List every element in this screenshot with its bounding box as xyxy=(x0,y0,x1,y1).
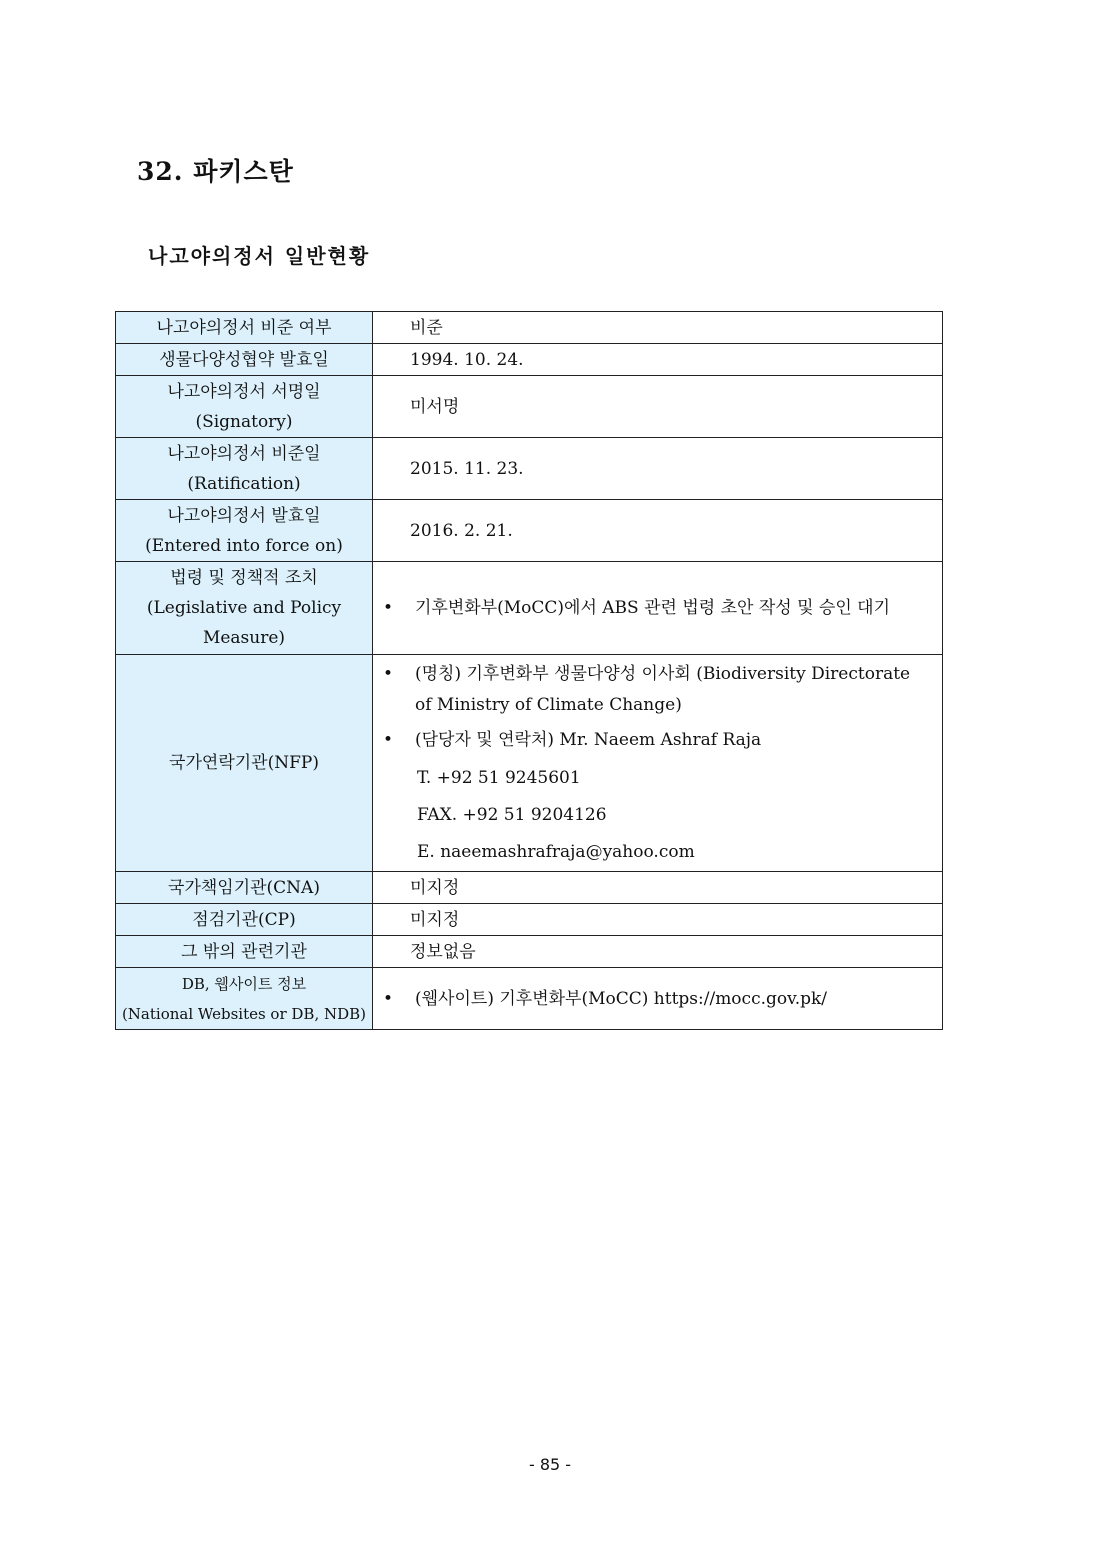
label-text-en: (Entered into force on) xyxy=(145,535,343,556)
label-text-en: (Ratification) xyxy=(187,473,301,494)
row-value xyxy=(373,376,943,438)
label-text: 나고야의정서 서명일 xyxy=(167,381,321,402)
row-value xyxy=(373,936,943,968)
bullet-icon: • xyxy=(383,598,394,618)
label-text: 나고야의정서 비준일 xyxy=(167,443,321,464)
table-row xyxy=(116,376,943,438)
table-row xyxy=(116,344,943,376)
list-item xyxy=(381,659,932,721)
bullet-icon: • xyxy=(383,664,394,684)
row-label xyxy=(116,500,373,562)
value-text: 기후변화부(MoCC)에서 ABS 관련 법령 초안 작성 및 승인 대기 xyxy=(415,598,891,618)
value-text: 미서명 xyxy=(410,396,460,417)
value-text: 비준 xyxy=(410,317,443,338)
nfp-email-text: E. naeemashrafraja@yahoo.com xyxy=(417,842,695,862)
row-label xyxy=(116,968,373,1030)
table-row xyxy=(116,312,943,344)
row-label xyxy=(116,344,373,376)
table-row xyxy=(116,904,943,936)
table-row xyxy=(116,562,943,655)
list-item xyxy=(381,593,932,623)
row-label xyxy=(116,904,373,936)
table-row xyxy=(116,655,943,872)
row-value xyxy=(373,968,943,1030)
label-text-en: Measure) xyxy=(202,628,286,648)
row-label xyxy=(116,376,373,438)
row-value xyxy=(373,344,943,376)
label-text-en: (Legislative and Policy xyxy=(146,598,342,618)
row-value xyxy=(373,872,943,904)
label-text-en: (Signatory) xyxy=(195,411,293,432)
nfp-name-text: (명칭) 기후변화부 생물다양성 이사회 (Biodiversity Directorate of Ministry of Climate Change) xyxy=(415,664,911,715)
row-label xyxy=(116,312,373,344)
nfp-tel-text: T. +92 51 9245601 xyxy=(417,768,581,788)
label-text: 나고야의정서 발효일 xyxy=(167,505,321,526)
label-text: 생물다양성협약 발효일 xyxy=(159,349,329,370)
list-item xyxy=(381,984,932,1014)
value-text: 2015. 11. 23. xyxy=(410,458,524,479)
row-value xyxy=(373,438,943,500)
label-text: 그 밖의 관련기관 xyxy=(181,941,307,962)
page-number: - 85 - xyxy=(528,1455,572,1474)
row-value xyxy=(373,312,943,344)
label-text: 나고야의정서 비준 여부 xyxy=(156,317,332,338)
nfp-fax-text: FAX. +92 51 9204126 xyxy=(417,805,607,825)
label-text: 국가책임기관(CNA) xyxy=(168,877,320,898)
row-value xyxy=(373,500,943,562)
nfp-contact-text: (담당자 및 연락처) Mr. Naeem Ashraf Raja xyxy=(415,730,762,750)
value-text: 미지정 xyxy=(410,909,460,930)
row-label xyxy=(116,438,373,500)
table-row xyxy=(116,438,943,500)
label-text: 국가연락기관(NFP) xyxy=(169,753,319,773)
row-value xyxy=(373,562,943,655)
label-text: DB, 웹사이트 정보 xyxy=(181,974,307,993)
row-value xyxy=(373,655,943,872)
value-text: 미지정 xyxy=(410,877,460,898)
label-text: 법령 및 정책적 조치 xyxy=(170,568,318,588)
value-text: 정보없음 xyxy=(410,941,476,962)
page-title: 32. 파키스탄 xyxy=(137,157,294,186)
table-row xyxy=(116,872,943,904)
bullet-icon: • xyxy=(383,988,394,1009)
row-label xyxy=(116,872,373,904)
label-text: 점검기관(CP) xyxy=(192,909,296,930)
row-label xyxy=(116,562,373,655)
label-text-en: (National Websites or DB, NDB) xyxy=(121,1004,367,1023)
website-text: (웹사이트) 기후변화부(MoCC) https://mocc.gov.pk/ xyxy=(415,988,828,1009)
row-value xyxy=(373,904,943,936)
section-title: 나고야의정서 일반현황 xyxy=(148,244,371,268)
table-row xyxy=(116,968,943,1030)
row-label xyxy=(116,936,373,968)
bullet-icon: • xyxy=(383,730,394,750)
row-label xyxy=(116,655,373,872)
value-text: 1994. 10. 24. xyxy=(410,349,524,370)
nagoya-protocol-status-table xyxy=(115,311,943,1030)
list-item xyxy=(381,725,932,756)
table-row xyxy=(116,936,943,968)
value-text: 2016. 2. 21. xyxy=(410,520,513,541)
table-row xyxy=(116,500,943,562)
